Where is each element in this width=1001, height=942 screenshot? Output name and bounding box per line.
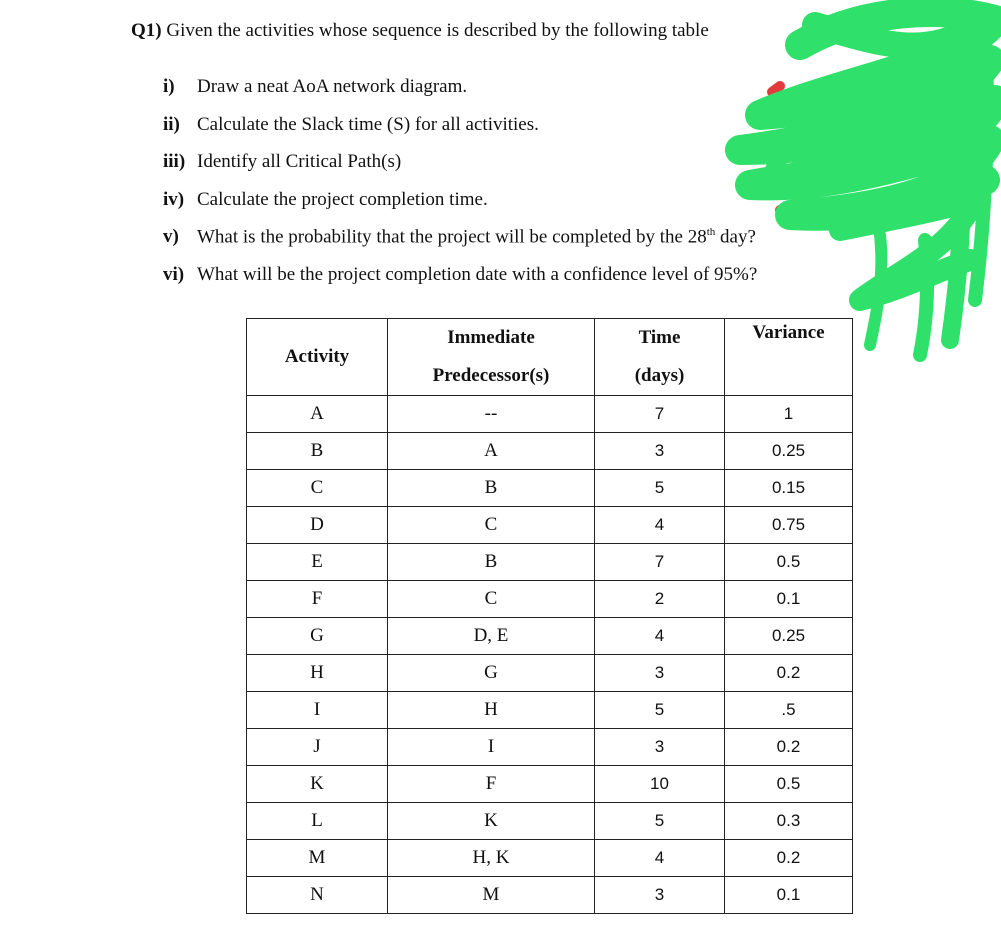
sub-question-text: What will be the project completion date with a confidence level of 95%?: [197, 264, 758, 285]
variance-cell: 0.5: [725, 544, 853, 581]
question-title: [131, 20, 709, 42]
sub-question-text: What is the probability that the project will be completed by the 28: [197, 226, 707, 248]
header-predecessor-line1: Immediate: [447, 327, 535, 348]
sub-question-4: [163, 189, 488, 211]
activity-cell: L: [247, 803, 388, 840]
header-predecessor: [388, 319, 595, 396]
question-label: Q1): [131, 20, 162, 41]
activity-cell: A: [247, 396, 388, 433]
table-row: [247, 581, 853, 618]
variance-cell: 0.1: [725, 877, 853, 914]
variance-cell: 1: [725, 396, 853, 433]
activity-cell: J: [247, 729, 388, 766]
predecessor-cell: M: [388, 877, 595, 914]
variance-cell: 0.15: [725, 470, 853, 507]
time-cell: 4: [595, 507, 725, 544]
predecessor-cell: A: [388, 433, 595, 470]
variance-cell: 0.2: [725, 840, 853, 877]
sub-question-number: v): [163, 226, 179, 248]
time-cell: 7: [595, 396, 725, 433]
question-text: Given the activities whose sequence is described by the following table: [166, 20, 709, 41]
header-time-line1: Time: [638, 327, 681, 348]
sub-question-text: Calculate the project completion time.: [197, 189, 488, 210]
time-cell: 3: [595, 433, 725, 470]
predecessor-cell: H, K: [388, 840, 595, 877]
variance-cell: 0.5: [725, 766, 853, 803]
predecessor-cell: B: [388, 470, 595, 507]
table-row: [247, 729, 853, 766]
variance-cell: 0.25: [725, 433, 853, 470]
variance-cell: 0.3: [725, 803, 853, 840]
table-row: [247, 692, 853, 729]
activity-cell: N: [247, 877, 388, 914]
time-cell: 3: [595, 729, 725, 766]
predecessor-cell: B: [388, 544, 595, 581]
green-scribble-redaction: [720, 0, 1001, 390]
activity-cell: K: [247, 766, 388, 803]
sub-question-2: [163, 114, 539, 136]
sub-question-number: iv): [163, 189, 185, 210]
sub-question-text: Identify all Critical Path(s): [197, 151, 402, 172]
sub-question-1: [163, 76, 467, 98]
sub-question-number: ii): [163, 114, 180, 135]
header-activity: Activity: [247, 319, 388, 396]
table-row: [247, 433, 853, 470]
time-cell: 3: [595, 655, 725, 692]
variance-cell: 0.25: [725, 618, 853, 655]
time-cell: 10: [595, 766, 725, 803]
sub-question-text-end: day?: [715, 226, 756, 248]
activity-cell: C: [247, 470, 388, 507]
time-cell: 5: [595, 803, 725, 840]
sub-question-number: i): [163, 76, 175, 97]
table-row: [247, 507, 853, 544]
time-cell: 4: [595, 840, 725, 877]
sub-question-6: [163, 264, 757, 286]
activity-cell: H: [247, 655, 388, 692]
predecessor-cell: C: [388, 507, 595, 544]
activity-cell: E: [247, 544, 388, 581]
table-row: [247, 766, 853, 803]
predecessor-cell: F: [388, 766, 595, 803]
table-row: [247, 840, 853, 877]
header-variance: Variance: [725, 319, 853, 396]
activity-cell: I: [247, 692, 388, 729]
table-row: [247, 803, 853, 840]
activity-cell: B: [247, 433, 388, 470]
predecessor-cell: K: [388, 803, 595, 840]
activity-cell: G: [247, 618, 388, 655]
table-row: [247, 877, 853, 914]
sub-question-text: Draw a neat AoA network diagram.: [197, 76, 468, 97]
table-body: [247, 396, 853, 914]
predecessor-cell: C: [388, 581, 595, 618]
predecessor-cell: H: [388, 692, 595, 729]
header-time: [595, 319, 725, 396]
sub-question-5: [163, 226, 756, 248]
predecessor-cell: --: [388, 396, 595, 433]
header-predecessor-line2: Predecessor(s): [432, 365, 550, 386]
sub-question-number: vi): [163, 264, 185, 285]
time-cell: 3: [595, 877, 725, 914]
header-time-line2: (days): [634, 365, 685, 386]
activity-cell: F: [247, 581, 388, 618]
activity-cell: M: [247, 840, 388, 877]
activity-table: [246, 318, 853, 914]
table-row: [247, 618, 853, 655]
time-cell: 5: [595, 692, 725, 729]
sub-question-3: [163, 151, 401, 173]
variance-cell: .5: [725, 692, 853, 729]
time-cell: 2: [595, 581, 725, 618]
sub-question-text: Calculate the Slack time (S) for all activities.: [197, 114, 539, 135]
ordinal-suffix: th: [706, 226, 716, 238]
table-row: [247, 655, 853, 692]
variance-cell: 0.2: [725, 655, 853, 692]
time-cell: 5: [595, 470, 725, 507]
predecessor-cell: I: [388, 729, 595, 766]
activity-cell: D: [247, 507, 388, 544]
predecessor-cell: G: [388, 655, 595, 692]
table-row: [247, 470, 853, 507]
predecessor-cell: D, E: [388, 618, 595, 655]
table-row: [247, 544, 853, 581]
time-cell: 4: [595, 618, 725, 655]
sub-question-number: iii): [163, 151, 186, 172]
variance-cell: 0.2: [725, 729, 853, 766]
variance-cell: 0.1: [725, 581, 853, 618]
table-row: [247, 396, 853, 433]
variance-cell: 0.75: [725, 507, 853, 544]
time-cell: 7: [595, 544, 725, 581]
